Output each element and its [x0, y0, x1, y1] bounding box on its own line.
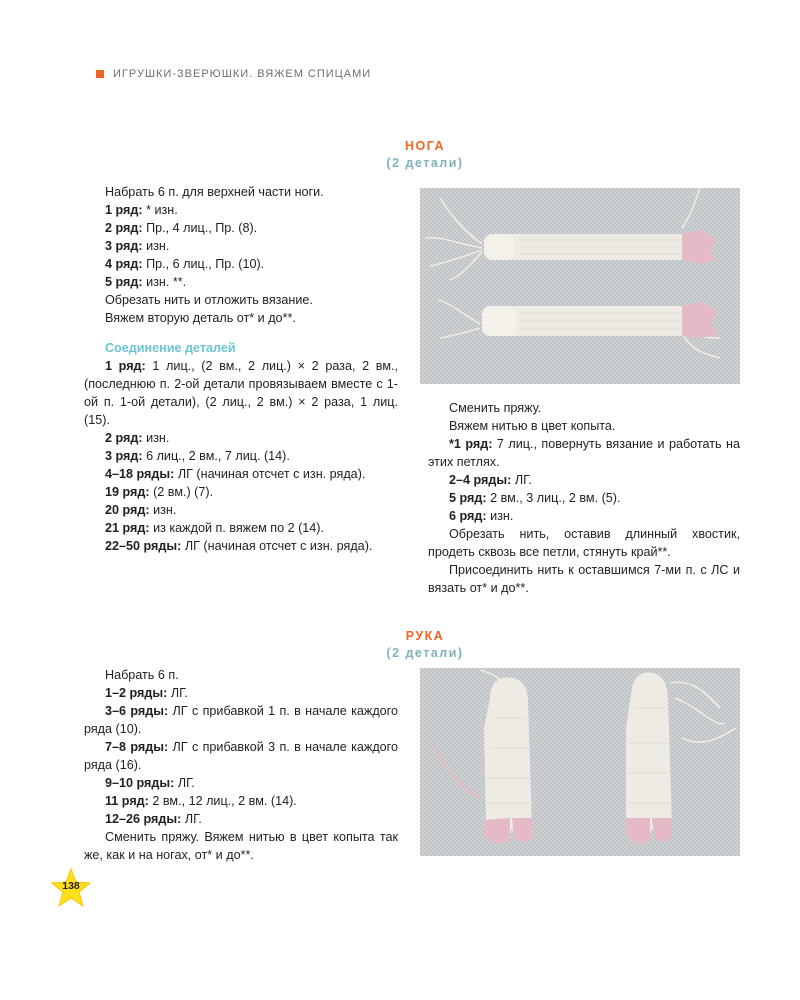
arm-title: РУКА: [405, 629, 445, 643]
instruction-row: [84, 483, 398, 501]
page-number: 138: [62, 880, 80, 892]
row-label: 4–18 ряды:: [105, 467, 175, 481]
row-label: 3 ряд:: [105, 449, 143, 463]
instruction-row: [84, 537, 398, 555]
instruction-row: [84, 201, 398, 219]
leg-change-yarn: Сменить пряжу.: [449, 401, 542, 415]
leg-cut: Обрезать нить и отложить вязание.: [105, 293, 313, 307]
instruction-row: [84, 810, 398, 828]
arms-knitting-image: [420, 668, 740, 856]
row-text: ЛГ.: [511, 473, 532, 487]
legs-knitting-image: [420, 188, 740, 384]
leg-subtitle: (2 детали): [386, 156, 464, 170]
row-text: * изн.: [142, 203, 178, 217]
leg-section-title: [260, 138, 590, 172]
row-label: 1 ряд:: [105, 359, 146, 373]
running-header: [96, 68, 371, 80]
instruction-row: [84, 792, 398, 810]
row-label: 5 ряд:: [105, 275, 143, 289]
row-label: 19 ряд:: [105, 485, 150, 499]
row-label: 3 ряд:: [105, 239, 143, 253]
row-label: 2–4 ряды:: [449, 473, 512, 487]
row-text: ЛГ с прибавкой 3 п. в начале каждого ряда (16).: [84, 740, 398, 772]
instruction-row: [84, 219, 398, 237]
arm-photo: [420, 668, 740, 856]
instruction-row: [84, 519, 398, 537]
arm-left-column: [84, 666, 398, 864]
row-label: 7–8 ряды:: [105, 740, 169, 754]
row-text: ЛГ.: [167, 686, 188, 700]
row-label: 3–6 ряды:: [105, 704, 169, 718]
row-text: из каждой п. вяжем по 2 (14).: [149, 521, 324, 535]
instruction-row: [84, 273, 398, 291]
leg-title: НОГА: [404, 139, 446, 153]
row-text: изн.: [142, 239, 170, 253]
row-text: ЛГ.: [174, 776, 195, 790]
leg-intro: Набрать 6 п. для верхней части ноги.: [105, 185, 324, 199]
instruction-row: [84, 237, 398, 255]
row-label: 2 ряд:: [105, 221, 143, 235]
row-text: Пр., 6 лиц., Пр. (10).: [142, 257, 265, 271]
leg-second: Вяжем вторую деталь от* и до**.: [105, 311, 296, 325]
instruction-row: [84, 702, 398, 738]
row-label: 12–26 ряды:: [105, 812, 182, 826]
instruction-row: [428, 489, 740, 507]
row-label: 1 ряд:: [105, 203, 143, 217]
row-label: 6 ряд:: [449, 509, 487, 523]
row-label: 1–2 ряды:: [105, 686, 168, 700]
instruction-row: [428, 471, 740, 489]
header-title: ИГРУШКИ-ЗВЕРЮШКИ. ВЯЖЕМ СПИЦАМИ: [113, 68, 372, 80]
row-text: 1 лиц., (2 вм., 2 лиц.) × 2 раза, 2 вм., (последнюю п. 2-ой детали провязываем вместе с 1-ой п. 1-ой детали), (2 лиц., 2 вм.) × 2 раза, 1 лиц. (15).: [84, 359, 398, 427]
instruction-row: [84, 738, 398, 774]
row-text: ЛГ (начиная отсчет с изн. ряда).: [181, 539, 373, 553]
row-text: изн.: [142, 431, 170, 445]
row-label: 9–10 ряды:: [105, 776, 175, 790]
leg-attach: Присоединить нить к оставшимся 7-ми п. с ЛС и вязать от* и до**.: [428, 563, 740, 595]
arm-intro: Набрать 6 п.: [105, 668, 179, 682]
row-text: ЛГ (начиная отсчет с изн. ряда).: [174, 467, 366, 481]
instruction-row: [428, 435, 740, 471]
row-text: изн. **.: [142, 275, 187, 289]
instruction-row: [84, 774, 398, 792]
arm-rows: [84, 684, 398, 828]
instruction-row: [84, 429, 398, 447]
arm-section-title: [260, 628, 590, 662]
leg-rows-part2: [84, 357, 398, 555]
row-label: 11 ряд:: [105, 794, 149, 808]
leg-tail: Обрезать нить, оставив длинный хвостик, продеть сквозь все петли, стянуть край**.: [428, 527, 740, 559]
row-label: 4 ряд:: [105, 257, 143, 271]
row-text: (2 вм.) (7).: [149, 485, 214, 499]
instruction-row: [84, 684, 398, 702]
row-label: 21 ряд:: [105, 521, 150, 535]
row-text: 2 вм., 12 лиц., 2 вм. (14).: [148, 794, 297, 808]
row-text: 2 вм., 3 лиц., 2 вм. (5).: [486, 491, 621, 505]
instruction-row: [84, 501, 398, 519]
row-text: изн.: [149, 503, 177, 517]
row-label: *1 ряд:: [449, 437, 493, 451]
header-square-icon: [96, 70, 104, 78]
arm-change: Сменить пряжу. Вяжем нитью в цвет копыта так же, как и на ногах, от* и до**.: [84, 830, 398, 862]
leg-rows-part1: [84, 201, 398, 291]
leg-rows-part3: [428, 435, 740, 525]
leg-hoof-color: Вяжем нитью в цвет копыта.: [449, 419, 616, 433]
leg-join-title: Соединение деталей: [105, 341, 236, 355]
row-label: 2 ряд:: [105, 431, 143, 445]
instruction-row: [84, 447, 398, 465]
arm-subtitle: (2 детали): [386, 646, 464, 660]
row-text: Пр., 4 лиц., Пр. (8).: [142, 221, 258, 235]
row-text: 6 лиц., 2 вм., 7 лиц. (14).: [142, 449, 290, 463]
row-text: ЛГ.: [181, 812, 202, 826]
row-label: 5 ряд:: [449, 491, 487, 505]
page-number-star: [50, 868, 92, 908]
instruction-row: [428, 507, 740, 525]
instruction-row: [84, 465, 398, 483]
row-label: 22–50 ряды:: [105, 539, 182, 553]
row-text: изн.: [486, 509, 514, 523]
leg-left-column: [84, 183, 398, 555]
row-label: 20 ряд:: [105, 503, 150, 517]
row-text: 7 лиц., повернуть вязание и работать на этих петлях.: [428, 437, 740, 469]
row-text: ЛГ с прибавкой 1 п. в начале каждого ряда (10).: [84, 704, 398, 736]
instruction-row: [84, 255, 398, 273]
leg-right-column: [428, 399, 740, 597]
leg-photo: [420, 188, 740, 384]
instruction-row: [84, 357, 398, 429]
